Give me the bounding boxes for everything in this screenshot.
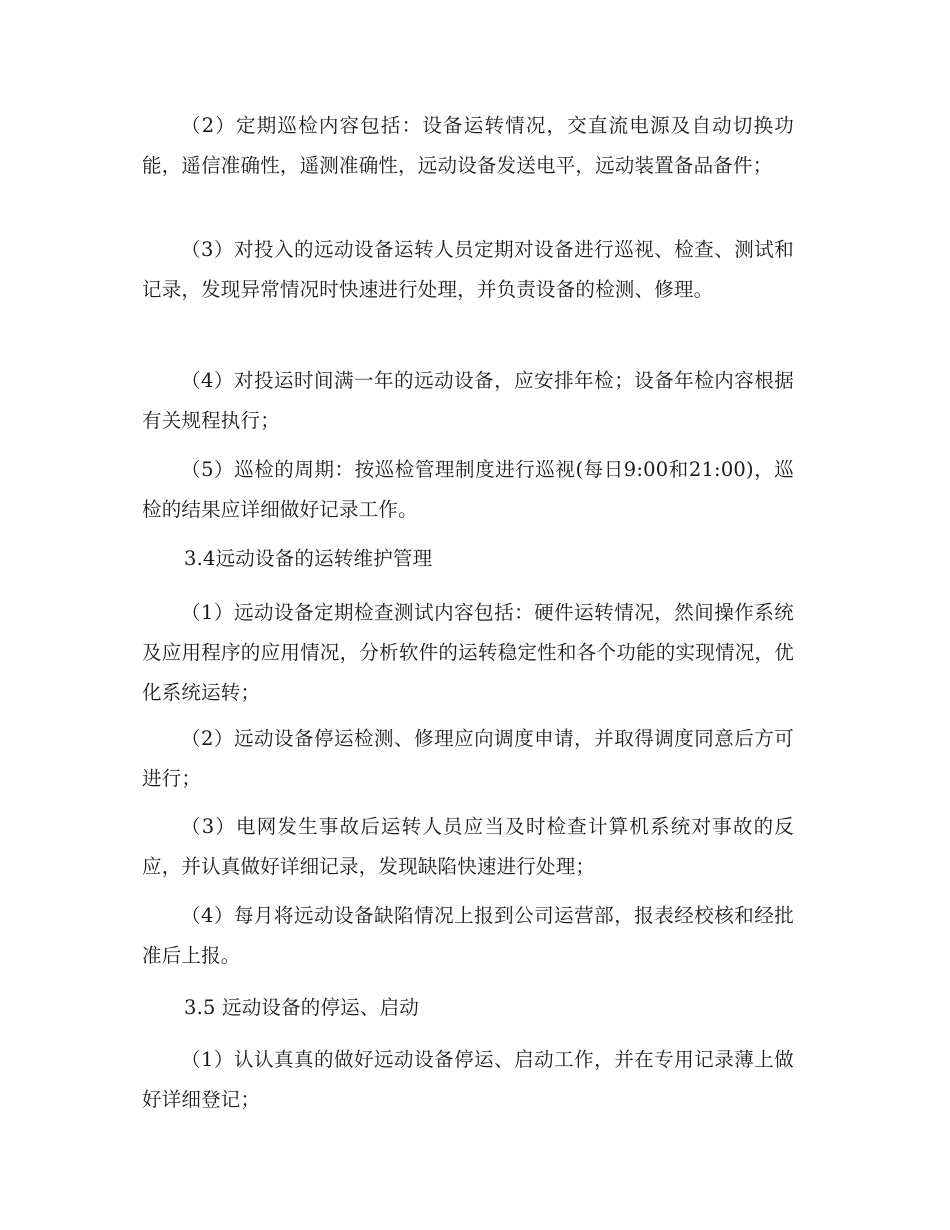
paragraph-post-fault-check: （3）电网发生事故后运转人员应当及时检查计算机系统对事故的反应，并认真做好详细记录，发现缺陷快速进行处理；	[142, 815, 794, 878]
section-heading-3-5: 3.5 远动设备的停运、启动	[184, 996, 420, 1019]
paragraph-inspection-cycle: （5）巡检的周期：按巡检管理制度进行巡视(每日9:00和21:00)，巡检的结果应详细做好记录工作。	[142, 458, 794, 521]
paragraph-periodic-test-content: （1）远动设备定期检查测试内容包括：硬件运转情况，然间操作系统及应用程序的应用情况，分析软件的运转稳定性和各个功能的实现情况，优化系统运转；	[142, 601, 794, 704]
paragraph-periodic-inspection-content: （2）定期巡检内容包括：设备运转情况，交直流电源及自动切换功能，遥信准确性，遥测准确性，远动设备发送电平，远动装置备品备件；	[142, 114, 794, 177]
paragraph-annual-check: （4）对投运时间满一年的远动设备，应安排年检；设备年检内容根据有关规程执行；	[142, 369, 794, 432]
paragraph-shutdown-startup-record: （1）认认真真的做好远动设备停运、启动工作，并在专用记录薄上做好详细登记；	[142, 1048, 794, 1111]
paragraph-operator-inspection: （3）对投入的远动设备运转人员定期对设备进行巡视、检查、测试和记录，发现异常情况时快速进行处理，并负责设备的检测、修理。	[142, 238, 794, 301]
section-heading-3-4: 3.4远动设备的运转维护管理	[184, 547, 433, 570]
paragraph-monthly-report: （4）每月将远动设备缺陷情况上报到公司运营部，报表经校核和经批准后上报。	[142, 904, 794, 967]
paragraph-outage-request: （2）远动设备停运检测、修理应向调度申请，并取得调度同意后方可进行；	[142, 727, 794, 790]
